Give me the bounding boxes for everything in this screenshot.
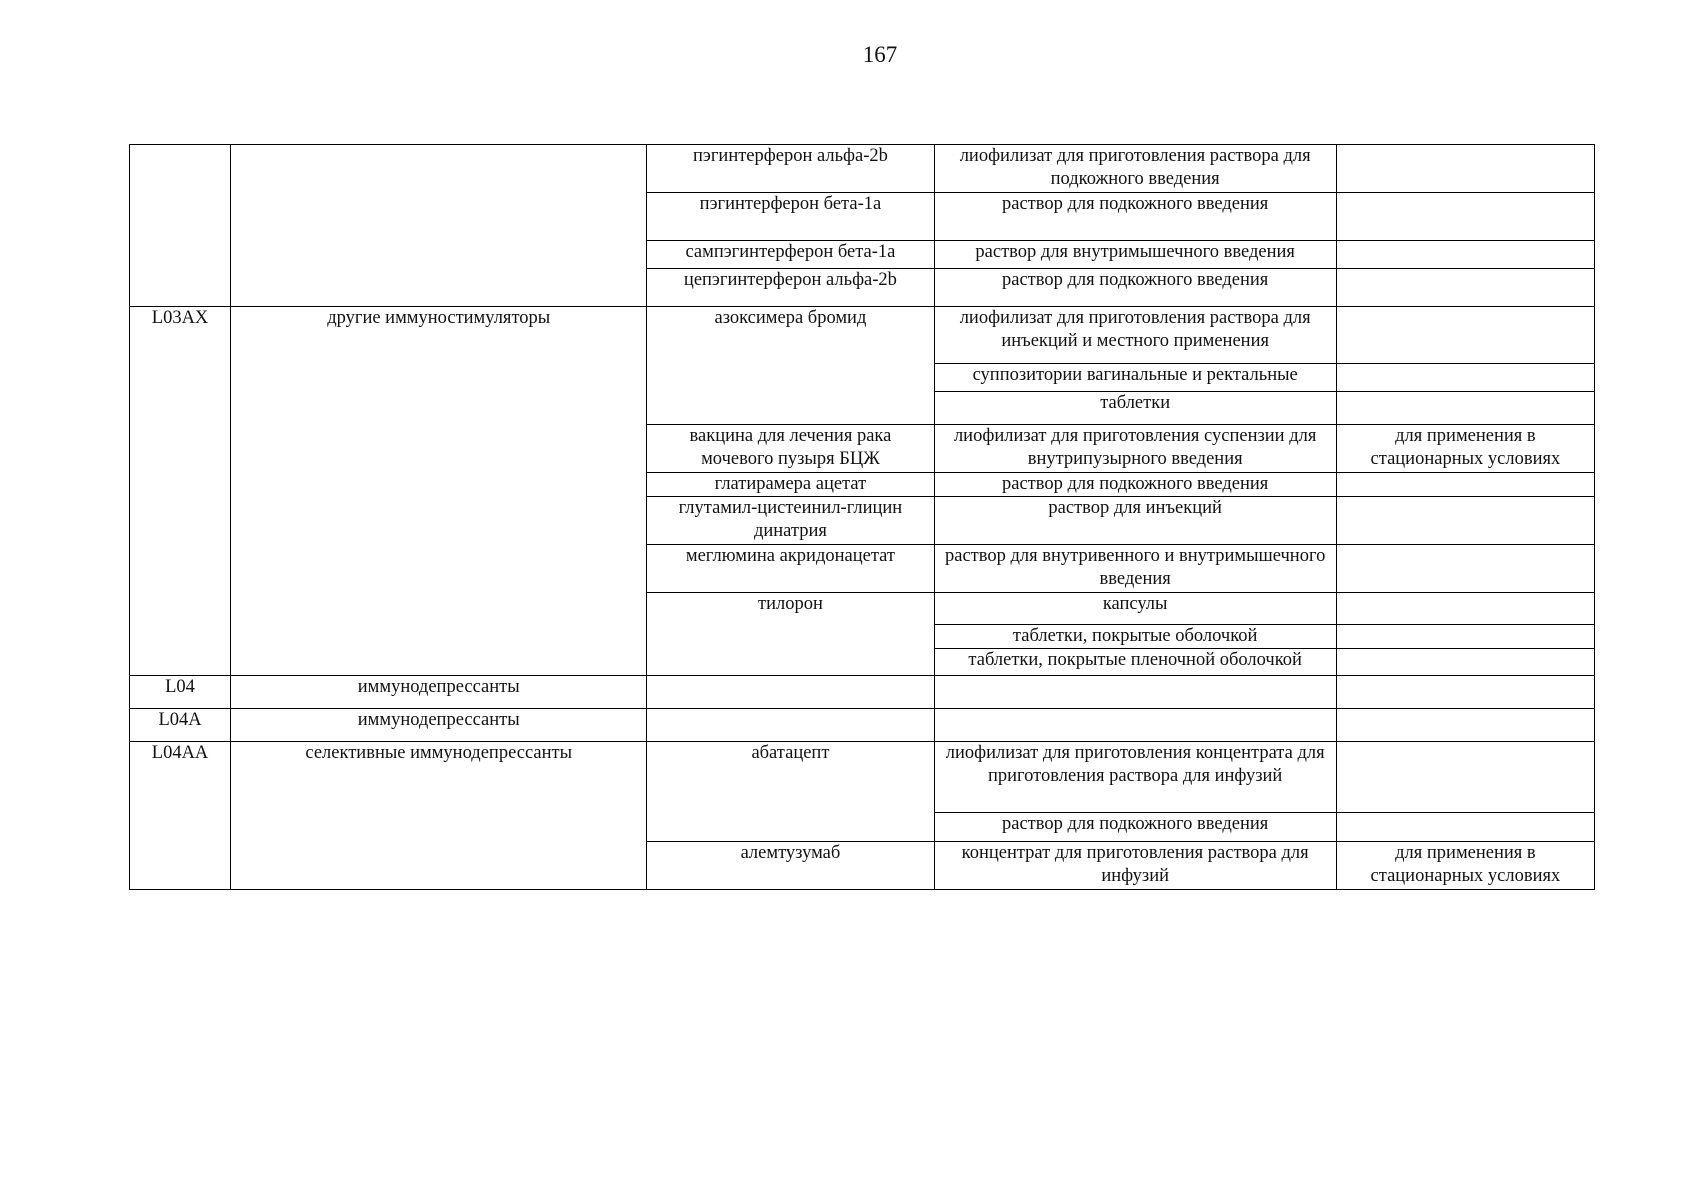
dosage-form-cell: капсулы <box>934 593 1336 625</box>
drug-name-cell: глатирамера ацетат <box>647 473 934 497</box>
atc-code-cell: L04AA <box>130 742 231 890</box>
dosage-form-cell: таблетки, покрытые оболочкой <box>934 625 1336 649</box>
note-cell <box>1336 676 1594 709</box>
note-cell <box>1336 193 1594 241</box>
dosage-form-cell: лиофилизат для приготовления раствора для инъекций и местного применения <box>934 307 1336 364</box>
note-cell <box>1336 625 1594 649</box>
dosage-form-cell: лиофилизат для приготовления раствора для подкожного введения <box>934 145 1336 193</box>
note-cell: для применения в стационарных условиях <box>1336 425 1594 473</box>
drug-name-cell: азоксимера бромид <box>647 307 934 425</box>
group-name-cell: другие иммуностимуляторы <box>231 307 647 676</box>
dosage-form-cell: таблетки <box>934 392 1336 425</box>
drug-name-cell: пэгинтерферон бета-1a <box>647 193 934 241</box>
dosage-form-cell: раствор для внутривенного и внутримышечного введения <box>934 545 1336 593</box>
dosage-form-cell: раствор для подкожного введения <box>934 813 1336 842</box>
dosage-form-cell: раствор для инъекций <box>934 497 1336 545</box>
note-cell <box>1336 742 1594 813</box>
drug-name-cell <box>647 709 934 742</box>
note-cell <box>1336 473 1594 497</box>
note-cell <box>1336 545 1594 593</box>
dosage-form-cell: лиофилизат для приготовления суспензии для внутрипузырного введения <box>934 425 1336 473</box>
drug-name-cell: глутамил-цистеинил-глицин динатрия <box>647 497 934 545</box>
dosage-form-cell <box>934 709 1336 742</box>
dosage-form-cell: концентрат для приготовления раствора для инфузий <box>934 842 1336 890</box>
atc-code-cell: L03AX <box>130 307 231 676</box>
dosage-form-cell: раствор для подкожного введения <box>934 473 1336 497</box>
group-name-cell: иммунодепрессанты <box>231 676 647 709</box>
note-cell <box>1336 649 1594 676</box>
note-cell <box>1336 392 1594 425</box>
atc-code-cell: L04 <box>130 676 231 709</box>
group-name-cell: селективные иммунодепрессанты <box>231 742 647 890</box>
atc-code-cell <box>130 145 231 307</box>
drug-name-cell: меглюмина акридонацетат <box>647 545 934 593</box>
note-cell <box>1336 307 1594 364</box>
note-cell <box>1336 813 1594 842</box>
drug-name-cell: тилорон <box>647 593 934 676</box>
note-cell <box>1336 145 1594 193</box>
atc-code-cell: L04A <box>130 709 231 742</box>
drug-name-cell: вакцина для лечения рака мочевого пузыря БЦЖ <box>647 425 934 473</box>
dosage-form-cell: раствор для подкожного введения <box>934 269 1336 307</box>
dosage-form-cell <box>934 676 1336 709</box>
note-cell <box>1336 364 1594 392</box>
dosage-form-cell: раствор для внутримышечного введения <box>934 241 1336 269</box>
group-name-cell <box>231 145 647 307</box>
group-name-cell: иммунодепрессанты <box>231 709 647 742</box>
note-cell <box>1336 593 1594 625</box>
drug-name-cell: пэгинтерферон альфа-2b <box>647 145 934 193</box>
drug-name-cell <box>647 676 934 709</box>
table-row <box>130 145 1595 193</box>
note-cell <box>1336 269 1594 307</box>
note-cell: для применения в стационарных условиях <box>1336 842 1594 890</box>
drug-name-cell: абатацепт <box>647 742 934 842</box>
table-row <box>130 709 1595 742</box>
dosage-form-cell: лиофилизат для приготовления концентрата для приготовления раствора для инфузий <box>934 742 1336 813</box>
note-cell <box>1336 709 1594 742</box>
dosage-form-cell: суппозитории вагинальные и ректальные <box>934 364 1336 392</box>
drug-table <box>129 144 1595 890</box>
note-cell <box>1336 241 1594 269</box>
table-row <box>130 307 1595 364</box>
table-row <box>130 742 1595 813</box>
drug-name-cell: сампэгинтерферон бета-1a <box>647 241 934 269</box>
drug-name-cell: алемтузумаб <box>647 842 934 890</box>
dosage-form-cell: раствор для подкожного введения <box>934 193 1336 241</box>
table-row <box>130 676 1595 709</box>
dosage-form-cell: таблетки, покрытые пленочной оболочкой <box>934 649 1336 676</box>
note-cell <box>1336 497 1594 545</box>
drug-name-cell: цепэгинтерферон альфа-2b <box>647 269 934 307</box>
page-number: 167 <box>862 42 898 67</box>
